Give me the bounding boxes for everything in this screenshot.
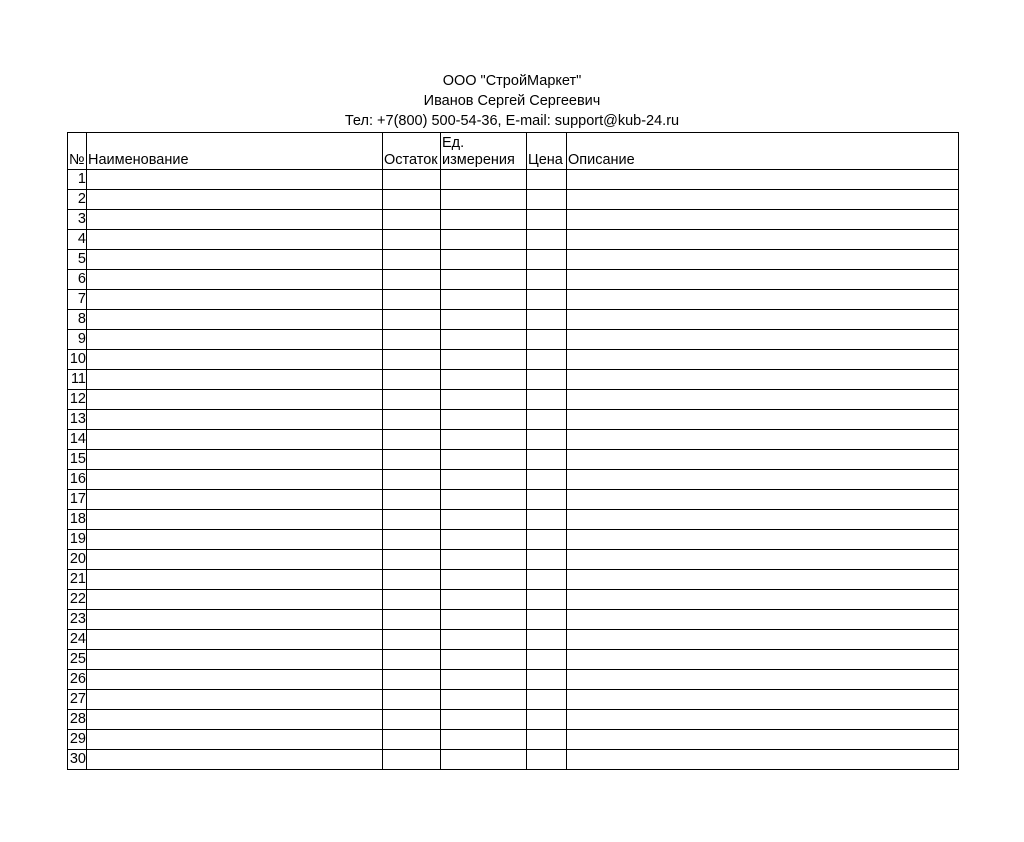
row-number-cell: 13 — [68, 410, 87, 430]
description-cell[interactable] — [567, 650, 959, 670]
stock-cell[interactable] — [383, 210, 441, 230]
unit-cell[interactable] — [441, 530, 527, 550]
description-cell[interactable] — [567, 190, 959, 210]
description-cell[interactable] — [567, 490, 959, 510]
price-cell[interactable] — [527, 450, 567, 470]
description-cell[interactable] — [567, 230, 959, 250]
stock-cell[interactable] — [383, 570, 441, 590]
unit-cell[interactable] — [441, 210, 527, 230]
stock-cell[interactable] — [383, 390, 441, 410]
name-cell[interactable] — [87, 170, 383, 190]
description-cell[interactable] — [567, 270, 959, 290]
name-cell[interactable] — [87, 430, 383, 450]
name-cell[interactable] — [87, 450, 383, 470]
price-cell[interactable] — [527, 270, 567, 290]
price-cell[interactable] — [527, 690, 567, 710]
table-row — [68, 390, 959, 410]
description-cell[interactable] — [567, 330, 959, 350]
name-cell[interactable] — [87, 670, 383, 690]
unit-cell[interactable] — [441, 470, 527, 490]
price-cell[interactable] — [527, 550, 567, 570]
unit-cell[interactable] — [441, 510, 527, 530]
unit-cell[interactable] — [441, 750, 527, 770]
row-number-cell: 21 — [68, 570, 87, 590]
name-cell[interactable] — [87, 530, 383, 550]
table-header-row — [68, 133, 959, 170]
table-row — [68, 570, 959, 590]
table-body — [68, 170, 959, 770]
description-cell[interactable] — [567, 510, 959, 530]
row-number-cell: 11 — [68, 370, 87, 390]
row-number-cell: 19 — [68, 530, 87, 550]
table-row — [68, 690, 959, 710]
unit-cell[interactable] — [441, 330, 527, 350]
description-cell[interactable] — [567, 250, 959, 270]
unit-cell[interactable] — [441, 190, 527, 210]
table-row — [68, 370, 959, 390]
name-cell[interactable] — [87, 230, 383, 250]
unit-cell[interactable] — [441, 390, 527, 410]
description-cell[interactable] — [567, 730, 959, 750]
unit-cell[interactable] — [441, 730, 527, 750]
table-row — [68, 670, 959, 690]
stock-cell[interactable] — [383, 250, 441, 270]
price-cell[interactable] — [527, 350, 567, 370]
stock-cell[interactable] — [383, 410, 441, 430]
table-row — [68, 510, 959, 530]
unit-cell[interactable] — [441, 370, 527, 390]
name-cell[interactable] — [87, 750, 383, 770]
table-row — [68, 330, 959, 350]
stock-cell[interactable] — [383, 170, 441, 190]
stock-cell[interactable] — [383, 270, 441, 290]
name-cell[interactable] — [87, 350, 383, 370]
price-cell[interactable] — [527, 330, 567, 350]
name-cell[interactable] — [87, 510, 383, 530]
description-cell[interactable] — [567, 350, 959, 370]
unit-cell[interactable] — [441, 690, 527, 710]
description-cell[interactable] — [567, 430, 959, 450]
stock-cell[interactable] — [383, 670, 441, 690]
name-cell[interactable] — [87, 690, 383, 710]
stock-cell[interactable] — [383, 590, 441, 610]
price-cell[interactable] — [527, 250, 567, 270]
unit-cell[interactable] — [441, 490, 527, 510]
row-number-cell: 27 — [68, 690, 87, 710]
row-number-cell: 22 — [68, 590, 87, 610]
price-cell[interactable] — [527, 470, 567, 490]
row-number-cell: 6 — [68, 270, 87, 290]
name-cell[interactable] — [87, 590, 383, 610]
table-row — [68, 650, 959, 670]
column-header-description: Описание — [567, 133, 959, 170]
name-cell[interactable] — [87, 290, 383, 310]
description-cell[interactable] — [567, 290, 959, 310]
price-cell[interactable] — [527, 670, 567, 690]
name-cell[interactable] — [87, 570, 383, 590]
unit-cell[interactable] — [441, 410, 527, 430]
unit-cell[interactable] — [441, 430, 527, 450]
row-number-cell: 23 — [68, 610, 87, 630]
name-cell[interactable] — [87, 310, 383, 330]
name-cell[interactable] — [87, 390, 383, 410]
table-row — [68, 250, 959, 270]
table-row — [68, 310, 959, 330]
table-row — [68, 630, 959, 650]
stock-cell[interactable] — [383, 690, 441, 710]
unit-cell[interactable] — [441, 250, 527, 270]
table-row — [68, 450, 959, 470]
description-cell[interactable] — [567, 390, 959, 410]
unit-cell[interactable] — [441, 650, 527, 670]
row-number-cell: 26 — [68, 670, 87, 690]
stock-cell[interactable] — [383, 650, 441, 670]
unit-cell[interactable] — [441, 350, 527, 370]
description-cell[interactable] — [567, 410, 959, 430]
stock-cell[interactable] — [383, 450, 441, 470]
table-row — [68, 230, 959, 250]
description-cell[interactable] — [567, 210, 959, 230]
price-cell[interactable] — [527, 390, 567, 410]
row-number-cell: 20 — [68, 550, 87, 570]
name-cell[interactable] — [87, 470, 383, 490]
stock-cell[interactable] — [383, 370, 441, 390]
unit-cell[interactable] — [441, 290, 527, 310]
unit-cell[interactable] — [441, 310, 527, 330]
stock-cell[interactable] — [383, 710, 441, 730]
row-number-cell: 29 — [68, 730, 87, 750]
table-row — [68, 530, 959, 550]
row-number-cell: 28 — [68, 710, 87, 730]
price-cell[interactable] — [527, 730, 567, 750]
price-cell[interactable] — [527, 750, 567, 770]
table-row — [68, 170, 959, 190]
price-cell[interactable] — [527, 530, 567, 550]
price-cell[interactable] — [527, 290, 567, 310]
table-row — [68, 490, 959, 510]
stock-cell[interactable] — [383, 350, 441, 370]
row-number-cell: 3 — [68, 210, 87, 230]
stock-cell[interactable] — [383, 190, 441, 210]
stock-cell[interactable] — [383, 750, 441, 770]
company-name: ООО "СтройМаркет" — [442, 73, 582, 89]
row-number-cell: 7 — [68, 290, 87, 310]
unit-cell[interactable] — [441, 230, 527, 250]
table-row — [68, 350, 959, 370]
row-number-cell: 12 — [68, 390, 87, 410]
column-header-price: Цена — [527, 133, 567, 170]
description-cell[interactable] — [567, 570, 959, 590]
stock-cell[interactable] — [383, 470, 441, 490]
description-cell[interactable] — [567, 710, 959, 730]
unit-cell[interactable] — [441, 570, 527, 590]
price-cell[interactable] — [527, 310, 567, 330]
name-cell[interactable] — [87, 630, 383, 650]
unit-cell[interactable] — [441, 670, 527, 690]
price-table — [67, 132, 959, 770]
column-header-stock: Остаток — [383, 133, 441, 170]
row-number-cell: 1 — [68, 170, 87, 190]
stock-cell[interactable] — [383, 630, 441, 650]
name-cell[interactable] — [87, 410, 383, 430]
column-header-name: Наименование — [87, 133, 383, 170]
price-cell[interactable] — [527, 230, 567, 250]
person-name: Иванов Сергей Сергеевич — [423, 93, 601, 109]
name-cell[interactable] — [87, 210, 383, 230]
stock-cell[interactable] — [383, 510, 441, 530]
description-cell[interactable] — [567, 470, 959, 490]
row-number-cell: 8 — [68, 310, 87, 330]
stock-cell[interactable] — [383, 230, 441, 250]
table-row — [68, 750, 959, 770]
table-row — [68, 590, 959, 610]
stock-cell[interactable] — [383, 490, 441, 510]
price-cell[interactable] — [527, 610, 567, 630]
row-number-cell: 2 — [68, 190, 87, 210]
row-number-cell: 14 — [68, 430, 87, 450]
row-number-cell: 18 — [68, 510, 87, 530]
row-number-cell: 10 — [68, 350, 87, 370]
table-row — [68, 190, 959, 210]
description-cell[interactable] — [567, 310, 959, 330]
price-cell[interactable] — [527, 410, 567, 430]
price-cell[interactable] — [527, 630, 567, 650]
stock-cell[interactable] — [383, 730, 441, 750]
table-row — [68, 210, 959, 230]
unit-cell[interactable] — [441, 170, 527, 190]
price-cell[interactable] — [527, 590, 567, 610]
table-row — [68, 470, 959, 490]
price-cell[interactable] — [527, 510, 567, 530]
table-row — [68, 610, 959, 630]
row-number-cell: 25 — [68, 650, 87, 670]
price-cell[interactable] — [527, 710, 567, 730]
name-cell[interactable] — [87, 270, 383, 290]
row-number-cell: 17 — [68, 490, 87, 510]
name-cell[interactable] — [87, 550, 383, 570]
contact-info: Тел: +7(800) 500-54-36, E-mail: support@kub-24.ru — [344, 113, 680, 129]
price-cell[interactable] — [527, 210, 567, 230]
table-row — [68, 730, 959, 750]
row-number-cell: 5 — [68, 250, 87, 270]
price-cell[interactable] — [527, 170, 567, 190]
description-cell[interactable] — [567, 530, 959, 550]
name-cell[interactable] — [87, 490, 383, 510]
table-row — [68, 270, 959, 290]
description-cell[interactable] — [567, 590, 959, 610]
table-row — [68, 550, 959, 570]
description-cell[interactable] — [567, 170, 959, 190]
price-cell[interactable] — [527, 650, 567, 670]
description-cell[interactable] — [567, 450, 959, 470]
description-cell[interactable] — [567, 630, 959, 650]
name-cell[interactable] — [87, 730, 383, 750]
description-cell[interactable] — [567, 690, 959, 710]
row-number-cell: 30 — [68, 750, 87, 770]
row-number-cell: 24 — [68, 630, 87, 650]
name-cell[interactable] — [87, 610, 383, 630]
row-number-cell: 9 — [68, 330, 87, 350]
price-cell[interactable] — [527, 490, 567, 510]
description-cell[interactable] — [567, 750, 959, 770]
table-row — [68, 290, 959, 310]
stock-cell[interactable] — [383, 610, 441, 630]
description-cell[interactable] — [567, 550, 959, 570]
column-header-unit: Ед. измерения — [441, 133, 527, 170]
name-cell[interactable] — [87, 710, 383, 730]
unit-cell[interactable] — [441, 710, 527, 730]
column-header-number: № — [68, 133, 87, 170]
description-cell[interactable] — [567, 610, 959, 630]
description-cell[interactable] — [567, 670, 959, 690]
table-row — [68, 430, 959, 450]
stock-cell[interactable] — [383, 310, 441, 330]
price-cell[interactable] — [527, 570, 567, 590]
unit-cell[interactable] — [441, 270, 527, 290]
table-row — [68, 410, 959, 430]
stock-cell[interactable] — [383, 430, 441, 450]
price-cell[interactable] — [527, 370, 567, 390]
stock-cell[interactable] — [383, 550, 441, 570]
stock-cell[interactable] — [383, 290, 441, 310]
stock-cell[interactable] — [383, 530, 441, 550]
description-cell[interactable] — [567, 370, 959, 390]
stock-cell[interactable] — [383, 330, 441, 350]
name-cell[interactable] — [87, 330, 383, 350]
row-number-cell: 15 — [68, 450, 87, 470]
row-number-cell: 16 — [68, 470, 87, 490]
price-cell[interactable] — [527, 430, 567, 450]
unit-cell[interactable] — [441, 450, 527, 470]
unit-cell[interactable] — [441, 550, 527, 570]
name-cell[interactable] — [87, 650, 383, 670]
table-row — [68, 710, 959, 730]
name-cell[interactable] — [87, 370, 383, 390]
name-cell[interactable] — [87, 190, 383, 210]
unit-cell[interactable] — [441, 610, 527, 630]
row-number-cell: 4 — [68, 230, 87, 250]
unit-cell[interactable] — [441, 630, 527, 650]
price-cell[interactable] — [527, 190, 567, 210]
name-cell[interactable] — [87, 250, 383, 270]
unit-cell[interactable] — [441, 590, 527, 610]
